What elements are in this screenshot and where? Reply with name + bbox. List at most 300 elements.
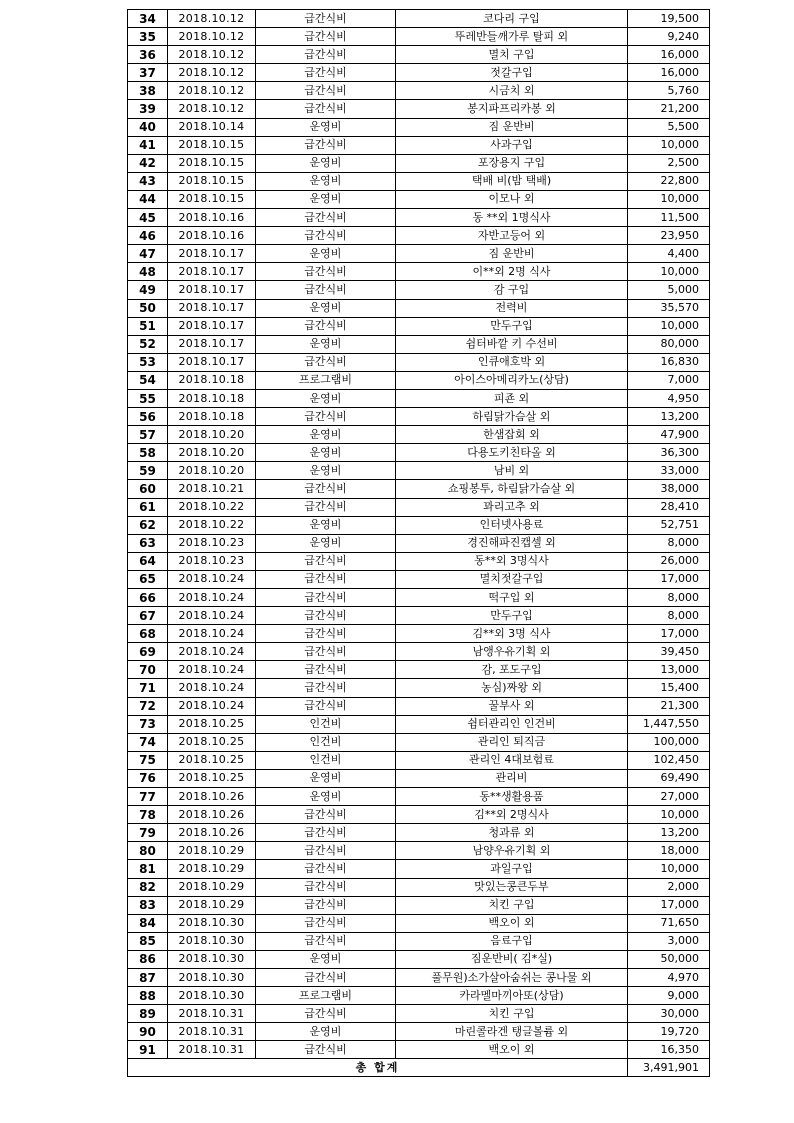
row-amount: 52,751	[628, 516, 710, 534]
row-number: 52	[128, 335, 168, 353]
row-amount: 21,200	[628, 100, 710, 118]
row-item: 이**외 2명 식사	[396, 263, 628, 281]
row-date: 2018.10.23	[168, 552, 256, 570]
row-category: 급간식비	[256, 82, 396, 100]
row-item: 김**외 2명식사	[396, 806, 628, 824]
row-category: 운영비	[256, 950, 396, 968]
table-row	[128, 408, 710, 426]
table-row	[128, 172, 710, 190]
row-date: 2018.10.24	[168, 643, 256, 661]
row-category: 급간식비	[256, 317, 396, 335]
row-amount: 10,000	[628, 317, 710, 335]
row-item: 관리인 퇴직금	[396, 733, 628, 751]
row-amount: 69,490	[628, 769, 710, 787]
row-amount: 4,970	[628, 968, 710, 986]
row-number: 70	[128, 661, 168, 679]
row-number: 80	[128, 842, 168, 860]
row-category: 운영비	[256, 426, 396, 444]
row-number: 58	[128, 444, 168, 462]
table-row	[128, 371, 710, 389]
row-category: 급간식비	[256, 209, 396, 227]
table-row	[128, 1023, 710, 1041]
row-number: 62	[128, 516, 168, 534]
row-date: 2018.10.23	[168, 534, 256, 552]
table-row	[128, 607, 710, 625]
row-category: 급간식비	[256, 1041, 396, 1059]
row-number: 39	[128, 100, 168, 118]
row-amount: 80,000	[628, 335, 710, 353]
table-row	[128, 82, 710, 100]
table-row	[128, 516, 710, 534]
row-amount: 2,000	[628, 878, 710, 896]
row-item: 백오이 외	[396, 1041, 628, 1059]
row-amount: 5,760	[628, 82, 710, 100]
expense-ledger-table	[127, 9, 710, 1077]
row-category: 인건비	[256, 715, 396, 733]
row-number: 53	[128, 353, 168, 371]
table-row	[128, 950, 710, 968]
row-date: 2018.10.15	[168, 154, 256, 172]
row-amount: 17,000	[628, 896, 710, 914]
row-number: 72	[128, 697, 168, 715]
row-amount: 13,200	[628, 408, 710, 426]
row-date: 2018.10.29	[168, 878, 256, 896]
row-amount: 17,000	[628, 625, 710, 643]
row-amount: 10,000	[628, 860, 710, 878]
table-row	[128, 46, 710, 64]
row-category: 급간식비	[256, 552, 396, 570]
row-category: 급간식비	[256, 64, 396, 82]
row-number: 35	[128, 28, 168, 46]
row-number: 43	[128, 172, 168, 190]
row-category: 급간식비	[256, 932, 396, 950]
row-category: 인건비	[256, 733, 396, 751]
table-row	[128, 317, 710, 335]
row-amount: 16,830	[628, 353, 710, 371]
row-number: 46	[128, 227, 168, 245]
table-row	[128, 28, 710, 46]
row-item: 한샘잡회 외	[396, 426, 628, 444]
row-category: 급간식비	[256, 842, 396, 860]
row-item: 하림닭가슴살 외	[396, 408, 628, 426]
row-date: 2018.10.12	[168, 46, 256, 64]
row-number: 74	[128, 733, 168, 751]
row-category: 급간식비	[256, 570, 396, 588]
row-amount: 10,000	[628, 263, 710, 281]
row-category: 급간식비	[256, 607, 396, 625]
row-category: 운영비	[256, 245, 396, 263]
row-amount: 22,800	[628, 172, 710, 190]
row-category: 운영비	[256, 154, 396, 172]
row-item: 포장용지 구입	[396, 154, 628, 172]
table-row	[128, 751, 710, 769]
row-number: 51	[128, 317, 168, 335]
row-category: 운영비	[256, 299, 396, 317]
row-category: 급간식비	[256, 28, 396, 46]
table-row	[128, 118, 710, 136]
row-number: 34	[128, 10, 168, 28]
row-date: 2018.10.26	[168, 788, 256, 806]
row-item: 코다리 구입	[396, 10, 628, 28]
row-amount: 3,000	[628, 932, 710, 950]
row-item: 쉼터바깥 키 수선비	[396, 335, 628, 353]
row-date: 2018.10.24	[168, 679, 256, 697]
row-amount: 11,500	[628, 209, 710, 227]
row-number: 66	[128, 589, 168, 607]
row-item: 동**외 3명식사	[396, 552, 628, 570]
row-number: 71	[128, 679, 168, 697]
row-number: 54	[128, 371, 168, 389]
table-row	[128, 444, 710, 462]
row-category: 급간식비	[256, 679, 396, 697]
row-number: 60	[128, 480, 168, 498]
row-date: 2018.10.17	[168, 245, 256, 263]
table-row	[128, 589, 710, 607]
table-row	[128, 64, 710, 82]
row-item: 인큐애호박 외	[396, 353, 628, 371]
row-amount: 47,900	[628, 426, 710, 444]
row-number: 37	[128, 64, 168, 82]
row-category: 급간식비	[256, 878, 396, 896]
row-category: 급간식비	[256, 480, 396, 498]
row-amount: 8,000	[628, 534, 710, 552]
table-row	[128, 552, 710, 570]
row-item: 전력비	[396, 299, 628, 317]
total-row	[128, 1059, 710, 1077]
row-category: 급간식비	[256, 661, 396, 679]
row-number: 40	[128, 118, 168, 136]
row-date: 2018.10.25	[168, 751, 256, 769]
table-row	[128, 643, 710, 661]
row-item: 쇼핑봉투, 하림닭가슴살 외	[396, 480, 628, 498]
row-date: 2018.10.16	[168, 209, 256, 227]
row-category: 운영비	[256, 190, 396, 208]
row-date: 2018.10.15	[168, 136, 256, 154]
row-item: 다용도키친타올 외	[396, 444, 628, 462]
row-date: 2018.10.21	[168, 480, 256, 498]
row-amount: 27,000	[628, 788, 710, 806]
row-number: 68	[128, 625, 168, 643]
row-date: 2018.10.17	[168, 353, 256, 371]
row-item: 남양우유기획 외	[396, 842, 628, 860]
table-row	[128, 190, 710, 208]
row-item: 짐 운반비	[396, 245, 628, 263]
row-category: 급간식비	[256, 10, 396, 28]
row-date: 2018.10.17	[168, 281, 256, 299]
row-item: 이모나 외	[396, 190, 628, 208]
row-date: 2018.10.29	[168, 842, 256, 860]
row-number: 64	[128, 552, 168, 570]
row-item: 관리비	[396, 769, 628, 787]
row-number: 63	[128, 534, 168, 552]
table-row	[128, 136, 710, 154]
row-number: 76	[128, 769, 168, 787]
row-item: 짐 운반비	[396, 118, 628, 136]
row-number: 89	[128, 1005, 168, 1023]
row-category: 급간식비	[256, 353, 396, 371]
row-amount: 5,500	[628, 118, 710, 136]
table-row	[128, 100, 710, 118]
row-category: 급간식비	[256, 1005, 396, 1023]
row-category: 인건비	[256, 751, 396, 769]
row-item: 만두구입	[396, 607, 628, 625]
row-number: 78	[128, 806, 168, 824]
row-category: 운영비	[256, 389, 396, 407]
row-amount: 36,300	[628, 444, 710, 462]
row-category: 급간식비	[256, 968, 396, 986]
row-date: 2018.10.25	[168, 769, 256, 787]
table-row	[128, 661, 710, 679]
row-number: 88	[128, 987, 168, 1005]
table-row	[128, 860, 710, 878]
table-row	[128, 10, 710, 28]
row-category: 운영비	[256, 118, 396, 136]
row-date: 2018.10.17	[168, 335, 256, 353]
row-item: 관리인 4대보험료	[396, 751, 628, 769]
row-amount: 16,000	[628, 64, 710, 82]
row-item: 꽈리고추 외	[396, 498, 628, 516]
table-row	[128, 697, 710, 715]
row-date: 2018.10.25	[168, 715, 256, 733]
row-number: 79	[128, 824, 168, 842]
table-row	[128, 968, 710, 986]
row-category: 운영비	[256, 516, 396, 534]
row-item: 젓갈구입	[396, 64, 628, 82]
row-date: 2018.10.17	[168, 263, 256, 281]
row-date: 2018.10.24	[168, 697, 256, 715]
table-row	[128, 715, 710, 733]
row-category: 급간식비	[256, 824, 396, 842]
row-date: 2018.10.12	[168, 10, 256, 28]
row-number: 81	[128, 860, 168, 878]
row-number: 47	[128, 245, 168, 263]
row-date: 2018.10.22	[168, 516, 256, 534]
row-amount: 35,570	[628, 299, 710, 317]
row-number: 85	[128, 932, 168, 950]
row-date: 2018.10.15	[168, 190, 256, 208]
table-row	[128, 299, 710, 317]
row-date: 2018.10.18	[168, 389, 256, 407]
row-date: 2018.10.26	[168, 824, 256, 842]
row-category: 급간식비	[256, 625, 396, 643]
row-amount: 7,000	[628, 371, 710, 389]
row-number: 61	[128, 498, 168, 516]
row-item: 아이스아메리카노(상담)	[396, 371, 628, 389]
row-date: 2018.10.17	[168, 299, 256, 317]
row-amount: 9,000	[628, 987, 710, 1005]
row-number: 67	[128, 607, 168, 625]
row-amount: 38,000	[628, 480, 710, 498]
row-number: 59	[128, 462, 168, 480]
row-date: 2018.10.24	[168, 570, 256, 588]
row-category: 운영비	[256, 788, 396, 806]
row-date: 2018.10.24	[168, 661, 256, 679]
table-row	[128, 842, 710, 860]
row-date: 2018.10.29	[168, 896, 256, 914]
row-amount: 26,000	[628, 552, 710, 570]
table-row	[128, 1041, 710, 1059]
table-row	[128, 625, 710, 643]
row-date: 2018.10.12	[168, 64, 256, 82]
table-row	[128, 281, 710, 299]
row-number: 65	[128, 570, 168, 588]
row-amount: 18,000	[628, 842, 710, 860]
row-category: 급간식비	[256, 806, 396, 824]
row-amount: 13,000	[628, 661, 710, 679]
row-item: 동**생활용품	[396, 788, 628, 806]
row-category: 운영비	[256, 462, 396, 480]
table-row	[128, 227, 710, 245]
row-amount: 15,400	[628, 679, 710, 697]
table-row	[128, 788, 710, 806]
row-category: 운영비	[256, 534, 396, 552]
total-label: 총 합계	[128, 1059, 628, 1077]
row-item: 치킨 구입	[396, 1005, 628, 1023]
row-category: 급간식비	[256, 227, 396, 245]
row-date: 2018.10.14	[168, 118, 256, 136]
row-number: 83	[128, 896, 168, 914]
table-row	[128, 733, 710, 751]
row-item: 멸치젓갈구입	[396, 570, 628, 588]
row-category: 급간식비	[256, 408, 396, 426]
row-item: 풀무원)소가살아숨쉬는 콩나물 외	[396, 968, 628, 986]
row-amount: 21,300	[628, 697, 710, 715]
row-amount: 19,500	[628, 10, 710, 28]
row-amount: 30,000	[628, 1005, 710, 1023]
table-row	[128, 335, 710, 353]
table-row	[128, 353, 710, 371]
row-number: 87	[128, 968, 168, 986]
row-amount: 16,350	[628, 1041, 710, 1059]
row-item: 꿀부사 외	[396, 697, 628, 715]
table-row	[128, 245, 710, 263]
row-number: 69	[128, 643, 168, 661]
row-item: 마린콜라겐 탱글볼륨 외	[396, 1023, 628, 1041]
row-amount: 8,000	[628, 607, 710, 625]
row-amount: 10,000	[628, 136, 710, 154]
row-amount: 33,000	[628, 462, 710, 480]
row-date: 2018.10.31	[168, 1041, 256, 1059]
row-amount: 4,950	[628, 389, 710, 407]
row-category: 운영비	[256, 1023, 396, 1041]
row-amount: 28,410	[628, 498, 710, 516]
row-amount: 5,000	[628, 281, 710, 299]
row-date: 2018.10.18	[168, 408, 256, 426]
row-category: 운영비	[256, 769, 396, 787]
row-item: 남비 외	[396, 462, 628, 480]
row-item: 쉼터관리인 인건비	[396, 715, 628, 733]
row-item: 음료구입	[396, 932, 628, 950]
table-row	[128, 1005, 710, 1023]
table-row	[128, 498, 710, 516]
row-number: 44	[128, 190, 168, 208]
row-category: 급간식비	[256, 281, 396, 299]
ledger-body	[128, 10, 710, 1077]
row-number: 56	[128, 408, 168, 426]
row-number: 55	[128, 389, 168, 407]
row-date: 2018.10.24	[168, 589, 256, 607]
table-row	[128, 389, 710, 407]
row-amount: 4,400	[628, 245, 710, 263]
row-amount: 19,720	[628, 1023, 710, 1041]
row-date: 2018.10.12	[168, 28, 256, 46]
row-number: 91	[128, 1041, 168, 1059]
row-item: 자반고등어 외	[396, 227, 628, 245]
table-row	[128, 914, 710, 932]
row-amount: 16,000	[628, 46, 710, 64]
row-number: 36	[128, 46, 168, 64]
row-category: 급간식비	[256, 697, 396, 715]
row-amount: 1,447,550	[628, 715, 710, 733]
row-date: 2018.10.29	[168, 860, 256, 878]
row-date: 2018.10.30	[168, 987, 256, 1005]
row-date: 2018.10.24	[168, 607, 256, 625]
row-amount: 2,500	[628, 154, 710, 172]
row-date: 2018.10.16	[168, 227, 256, 245]
row-amount: 39,450	[628, 643, 710, 661]
table-row	[128, 896, 710, 914]
row-number: 38	[128, 82, 168, 100]
row-amount: 23,950	[628, 227, 710, 245]
row-number: 45	[128, 209, 168, 227]
row-category: 운영비	[256, 172, 396, 190]
row-item: 경진해파진캡셀 외	[396, 534, 628, 552]
row-date: 2018.10.18	[168, 371, 256, 389]
row-date: 2018.10.30	[168, 950, 256, 968]
row-date: 2018.10.20	[168, 462, 256, 480]
table-row	[128, 154, 710, 172]
row-item: 멸치 구입	[396, 46, 628, 64]
table-row	[128, 987, 710, 1005]
row-item: 감 구입	[396, 281, 628, 299]
row-item: 감, 포도구입	[396, 661, 628, 679]
row-item: 피죤 외	[396, 389, 628, 407]
table-row	[128, 769, 710, 787]
row-number: 49	[128, 281, 168, 299]
table-row	[128, 932, 710, 950]
row-category: 급간식비	[256, 643, 396, 661]
row-date: 2018.10.20	[168, 444, 256, 462]
row-number: 86	[128, 950, 168, 968]
table-row	[128, 806, 710, 824]
table-row	[128, 480, 710, 498]
row-date: 2018.10.31	[168, 1005, 256, 1023]
row-amount: 71,650	[628, 914, 710, 932]
table-row	[128, 534, 710, 552]
table-row	[128, 824, 710, 842]
row-amount: 13,200	[628, 824, 710, 842]
row-date: 2018.10.20	[168, 426, 256, 444]
row-category: 급간식비	[256, 914, 396, 932]
row-item: 사과구입	[396, 136, 628, 154]
row-item: 남앵우유기획 외	[396, 643, 628, 661]
total-amount: 3,491,901	[628, 1059, 710, 1077]
row-amount: 8,000	[628, 589, 710, 607]
row-item: 시금치 외	[396, 82, 628, 100]
row-category: 급간식비	[256, 46, 396, 64]
row-item: 치킨 구입	[396, 896, 628, 914]
row-item: 김**외 3명 식사	[396, 625, 628, 643]
row-category: 프로그램비	[256, 371, 396, 389]
row-number: 82	[128, 878, 168, 896]
row-number: 73	[128, 715, 168, 733]
row-category: 급간식비	[256, 136, 396, 154]
row-item: 청과류 외	[396, 824, 628, 842]
row-number: 90	[128, 1023, 168, 1041]
row-date: 2018.10.26	[168, 806, 256, 824]
row-category: 급간식비	[256, 589, 396, 607]
row-item: 뚜레반들깨가루 탈피 외	[396, 28, 628, 46]
